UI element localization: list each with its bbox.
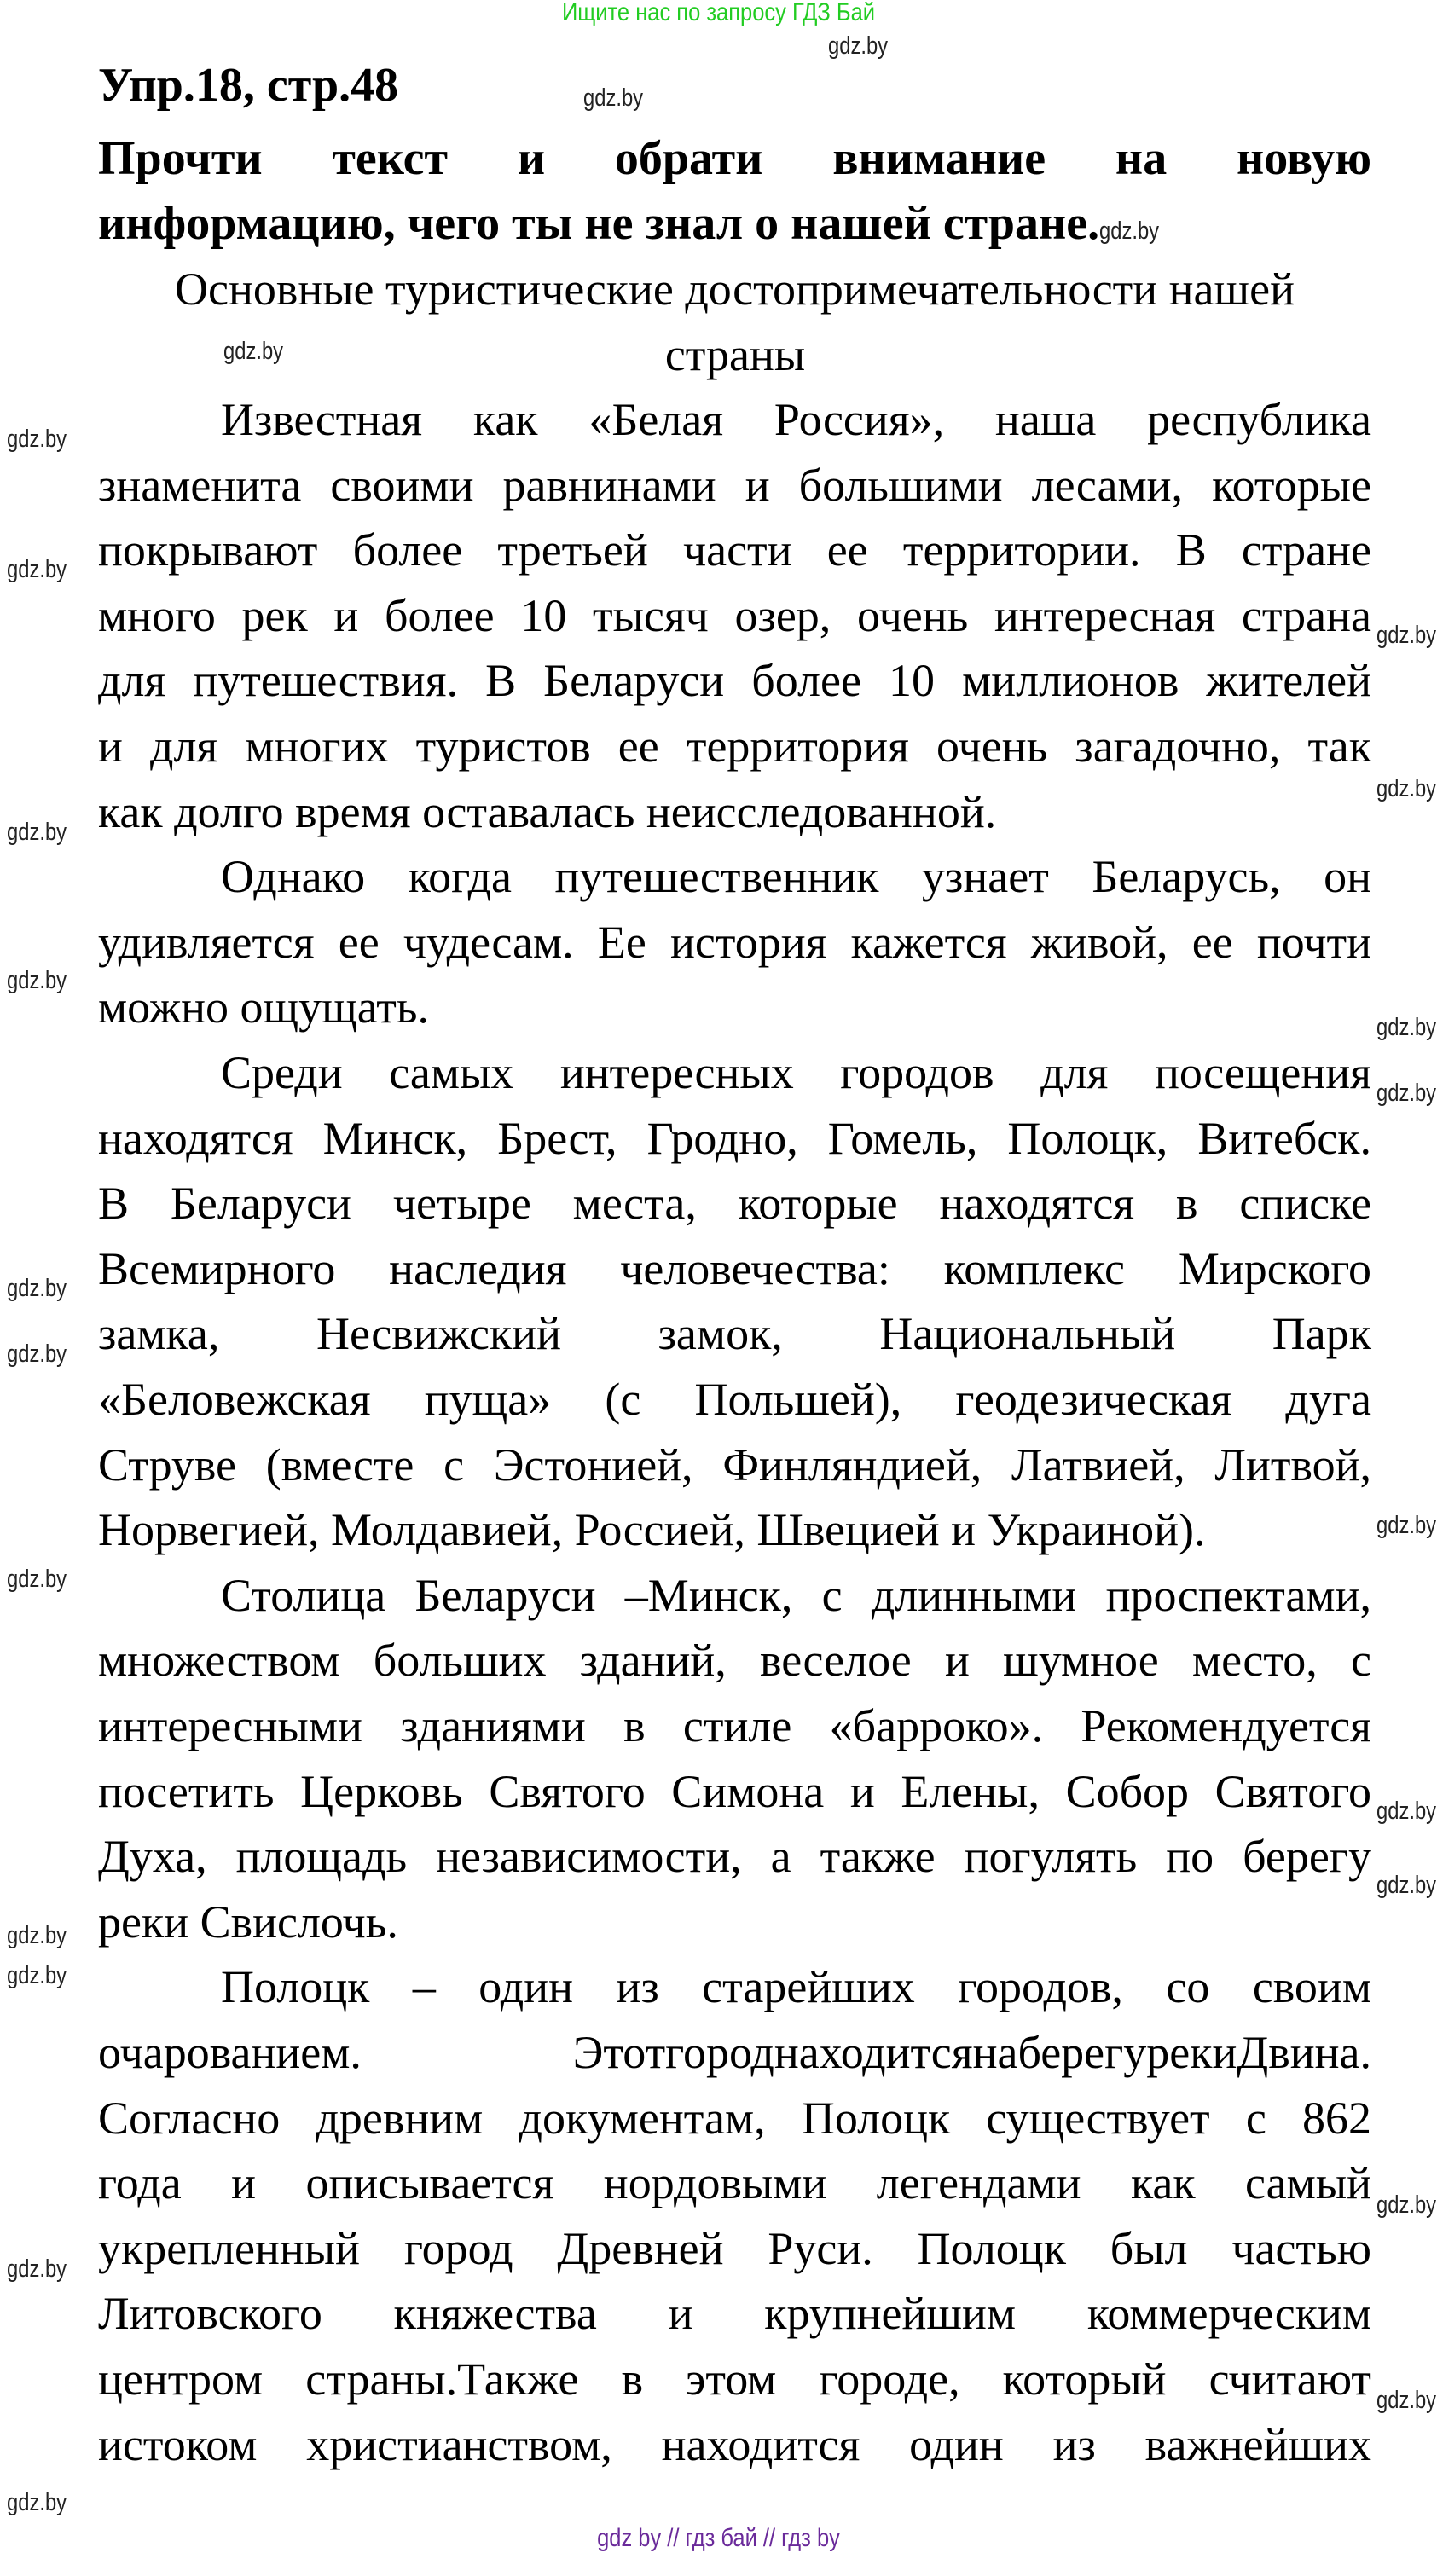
watermark: gdz.by	[223, 338, 284, 365]
watermark: gdz.by	[7, 2489, 67, 2516]
watermark: gdz.by	[1376, 2191, 1437, 2219]
watermark: gdz.by	[7, 556, 67, 583]
subtitle-line-2: страны	[664, 329, 806, 380]
watermark: gdz.by	[7, 1275, 67, 1302]
task-title-line-1: Прочти текст и обрати внимание на новую	[98, 132, 1371, 185]
body-line: Литовского княжества и крупнейшим коммерческим	[98, 2288, 1371, 2340]
body-line: Известная как «Белая Россия», наша республика	[221, 394, 1371, 445]
body-line: Норвегией, Молдавией, Россией, Швецией и Украиной).	[98, 1504, 1206, 1556]
watermark: gdz.by	[1376, 1014, 1437, 1041]
body-line: можно ощущать.	[98, 981, 429, 1033]
watermark: gdz.by	[1376, 622, 1437, 649]
body-line: «Беловежская пуща» (с Польшей), геодезическая дуга	[98, 1374, 1371, 1425]
body-line: реки Свислочь.	[98, 1896, 398, 1948]
watermark: gdz.by	[7, 819, 67, 846]
body-line: истоком христианством, находится один из важнейших	[98, 2418, 1371, 2470]
watermark: gdz.by	[1376, 1080, 1437, 1107]
watermark: gdz.by	[7, 1340, 67, 1368]
body-line: Однако когда путешественник узнает Беларусь, он	[221, 851, 1371, 903]
subtitle-line-1: Основные туристические достопримечательности нашей	[175, 263, 1295, 315]
body-line: Согласно древним документам, Полоцк существует с 862	[98, 2092, 1371, 2144]
watermark: gdz.by	[7, 1962, 67, 1989]
body-line: и для многих туристов ее территория очень загадочно, так	[98, 721, 1371, 772]
body-line: замка, Несвижский замок, Национальный Парк	[98, 1308, 1371, 1360]
watermark: gdz.by	[1376, 2387, 1437, 2414]
body-line: укрепленный город Древней Руси. Полоцк был частью	[98, 2222, 1371, 2274]
body-line: года и описывается нордовыми легендами как самый	[98, 2157, 1371, 2209]
task-title-line-2	[98, 191, 1371, 263]
watermark: gdz.by	[1376, 1872, 1437, 1899]
body-line: Среди самых интересных городов для посещения	[221, 1047, 1371, 1098]
body-line: Струве (вместе с Эстонией, Финляндией, Латвией, Литвой,	[98, 1439, 1371, 1491]
body-line: знаменита своими равнинами и большими лесами, которые	[98, 459, 1371, 511]
task-title-text: информацию, чего ты не знал о нашей стране.	[98, 197, 1100, 250]
watermark: gdz.by	[7, 1922, 67, 1949]
watermark: gdz.by	[7, 2255, 67, 2283]
body-line: В Беларуси четыре места, которые находятся в списке	[98, 1178, 1371, 1230]
watermark: gdz.by	[1099, 217, 1160, 245]
watermark: gdz.by	[1376, 775, 1437, 802]
body-line: Столица Беларуси –Минск, с длинными проспектами,	[221, 1569, 1371, 1621]
watermark: gdz.by	[7, 967, 67, 994]
body-line: находятся Минск, Брест, Гродно, Гомель, Полоцк, Витебск.	[98, 1112, 1371, 1164]
body-line: покрывают более третьей части ее территории. В стране	[98, 524, 1371, 576]
watermark: gdz.by	[828, 32, 889, 60]
body-line: множеством больших зданий, веселое и шумное место, с	[98, 1635, 1371, 1687]
body-line: Всемирного наследия человечества: комплекс Мирского	[98, 1242, 1371, 1294]
watermark: gdz.by	[1376, 1512, 1437, 1539]
bottom-site-note: gdz by // гдз бай // гдз by	[597, 2524, 840, 2552]
body-line: очарованием. ЭтотгороднаходитсянаберегурекиДвина.	[98, 2027, 1371, 2078]
body-line: как долго время оставалась неисследованной.	[98, 785, 997, 837]
watermark: gdz.by	[583, 84, 644, 112]
body-line: интересными зданиями в стиле «барроко». Рекомендуется	[98, 1700, 1371, 1751]
top-search-note: Ищите нас по запросу ГДЗ Бай	[561, 0, 876, 26]
body-line: центром страны.Также в этом городе, который считают	[98, 2353, 1371, 2405]
body-line: Духа, площадь независимости, а также погулять по берегу	[98, 1831, 1371, 1883]
watermark: gdz.by	[1376, 1797, 1437, 1825]
body-line: Полоцк – один из старейших городов, со своим	[221, 1961, 1371, 2013]
body-line: удивляется ее чудесам. Ее история кажется живой, ее почти	[98, 916, 1371, 968]
watermark: gdz.by	[7, 1566, 67, 1593]
body-line: много рек и более 10 тысяч озер, очень интересная страна	[98, 589, 1371, 641]
body-line: посетить Церковь Святого Симона и Елены, Собор Святого	[98, 1765, 1371, 1817]
watermark: gdz.by	[7, 425, 67, 453]
exercise-header: Упр.18, стр.48	[98, 59, 399, 112]
body-line: для путешествия. В Беларуси более 10 миллионов жителей	[98, 655, 1371, 707]
